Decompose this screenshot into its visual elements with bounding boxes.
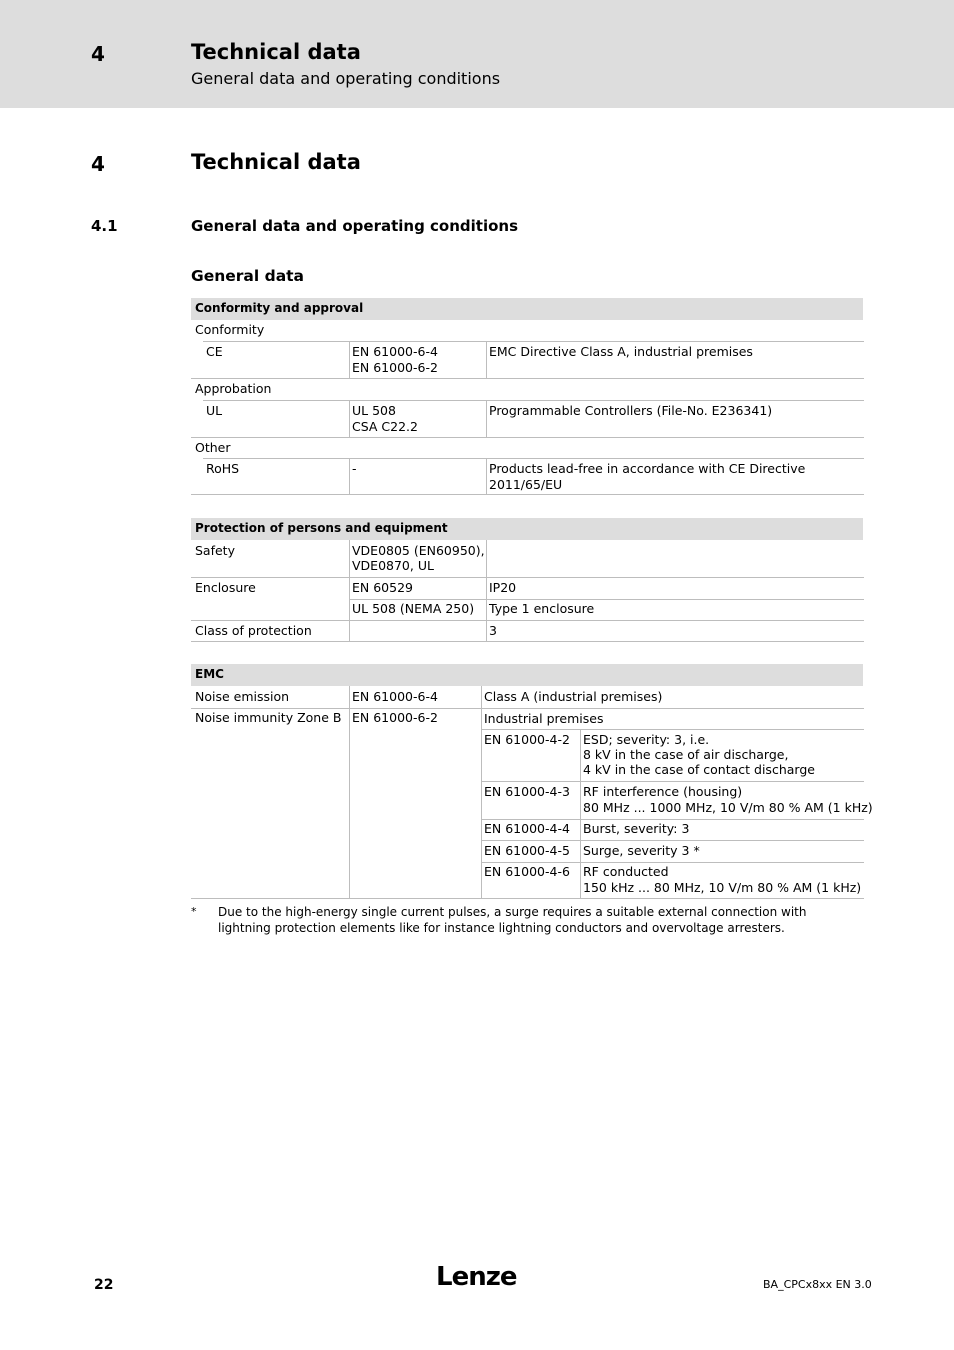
heading1-title: Technical data [191,150,361,174]
group-label: Other [195,440,231,455]
test-line: ESD; severity: 3, i.e. [583,732,710,747]
test-line: Surge, severity 3 * [583,843,700,858]
immunity-value: Industrial premises [484,711,604,726]
heading1-number: 4 [91,152,105,176]
document-id: BA_CPCx8xx EN 3.0 [763,1278,872,1291]
test-standard: EN 61000-4-4 [484,821,570,836]
row-standard: EN 60529 [352,580,413,595]
test-line: Burst, severity: 3 [583,821,690,836]
row-description: Products lead-free in accordance with CE Directive [489,461,806,476]
test-standard: EN 61000-4-3 [484,784,570,799]
footnote-marker: * [191,905,197,918]
table-title: Protection of persons and equipment [195,521,448,535]
table-title: EMC [195,667,224,681]
test-line: 150 kHz ... 80 MHz, 10 V/m 80 % AM (1 kHz) [583,880,862,895]
emission-label: Noise emission [195,689,290,704]
row-value: IP20 [489,580,517,595]
row-description: Programmable Controllers (File-No. E236341) [489,403,773,418]
heading2-title: General data and operating conditions [191,217,519,235]
row-description: EMC Directive Class A, industrial premises [489,344,753,359]
heading2-number: 4.1 [91,217,118,235]
heading3-title: General data [191,267,305,285]
row-standard: VDE0870, UL [352,558,434,573]
lenze-logo: Lenze [436,1262,517,1292]
page-number: 22 [94,1277,114,1293]
footnote-text: Due to the high-energy single current pulses, a surge requires a suitable external connection with lightning protection elements like for instance lightning conductors and overvoltage arresters. [218,905,807,935]
group-label: Approbation [195,381,272,396]
header-chapter-title: Technical data [191,40,361,64]
header-section-title: General data and operating conditions [191,69,501,88]
test-line: 8 kV in the case of air discharge, [583,747,789,762]
row-standard: - [352,461,357,476]
immunity-standard: EN 61000-6-2 [352,710,438,725]
header-chapter-number: 4 [91,42,105,66]
table-header-band [191,664,863,686]
row-description: 2011/65/EU [489,477,563,492]
row-standard: UL 508 [352,403,396,418]
test-standard: EN 61000-4-5 [484,843,570,858]
test-standard: EN 61000-4-2 [484,732,570,747]
row-label: Safety [195,543,235,558]
row-standard: VDE0805 (EN60950), [352,543,485,558]
row-standard: EN 61000-6-4 [352,344,438,359]
row-item: CE [206,344,223,359]
protection-table [191,518,864,643]
emc-table [191,664,873,900]
row-label: Enclosure [195,580,256,595]
test-line: 80 MHz ... 1000 MHz, 10 V/m 80 % AM (1 kHz) [583,800,873,815]
test-standard: EN 61000-4-6 [484,864,570,879]
emission-standard: EN 61000-6-4 [352,689,438,704]
row-standard: EN 61000-6-2 [352,360,438,375]
immunity-label: Noise immunity Zone B [195,710,342,725]
group-label: Conformity [195,322,265,337]
test-line: 4 kV in the case of contact discharge [583,762,815,777]
emission-value: Class A (industrial premises) [484,689,663,704]
conformity-table [191,298,864,496]
test-line: RF interference (housing) [583,784,743,799]
row-standard: CSA C22.2 [352,419,418,434]
header-band [0,0,954,108]
row-value: Type 1 enclosure [489,601,595,616]
test-line: RF conducted [583,864,669,879]
row-label: Class of protection [195,623,312,638]
table-title: Conformity and approval [195,301,364,315]
row-standard: UL 508 (NEMA 250) [352,601,475,616]
row-value: 3 [489,623,497,638]
row-item: UL [206,403,223,418]
row-item: RoHS [206,461,240,476]
